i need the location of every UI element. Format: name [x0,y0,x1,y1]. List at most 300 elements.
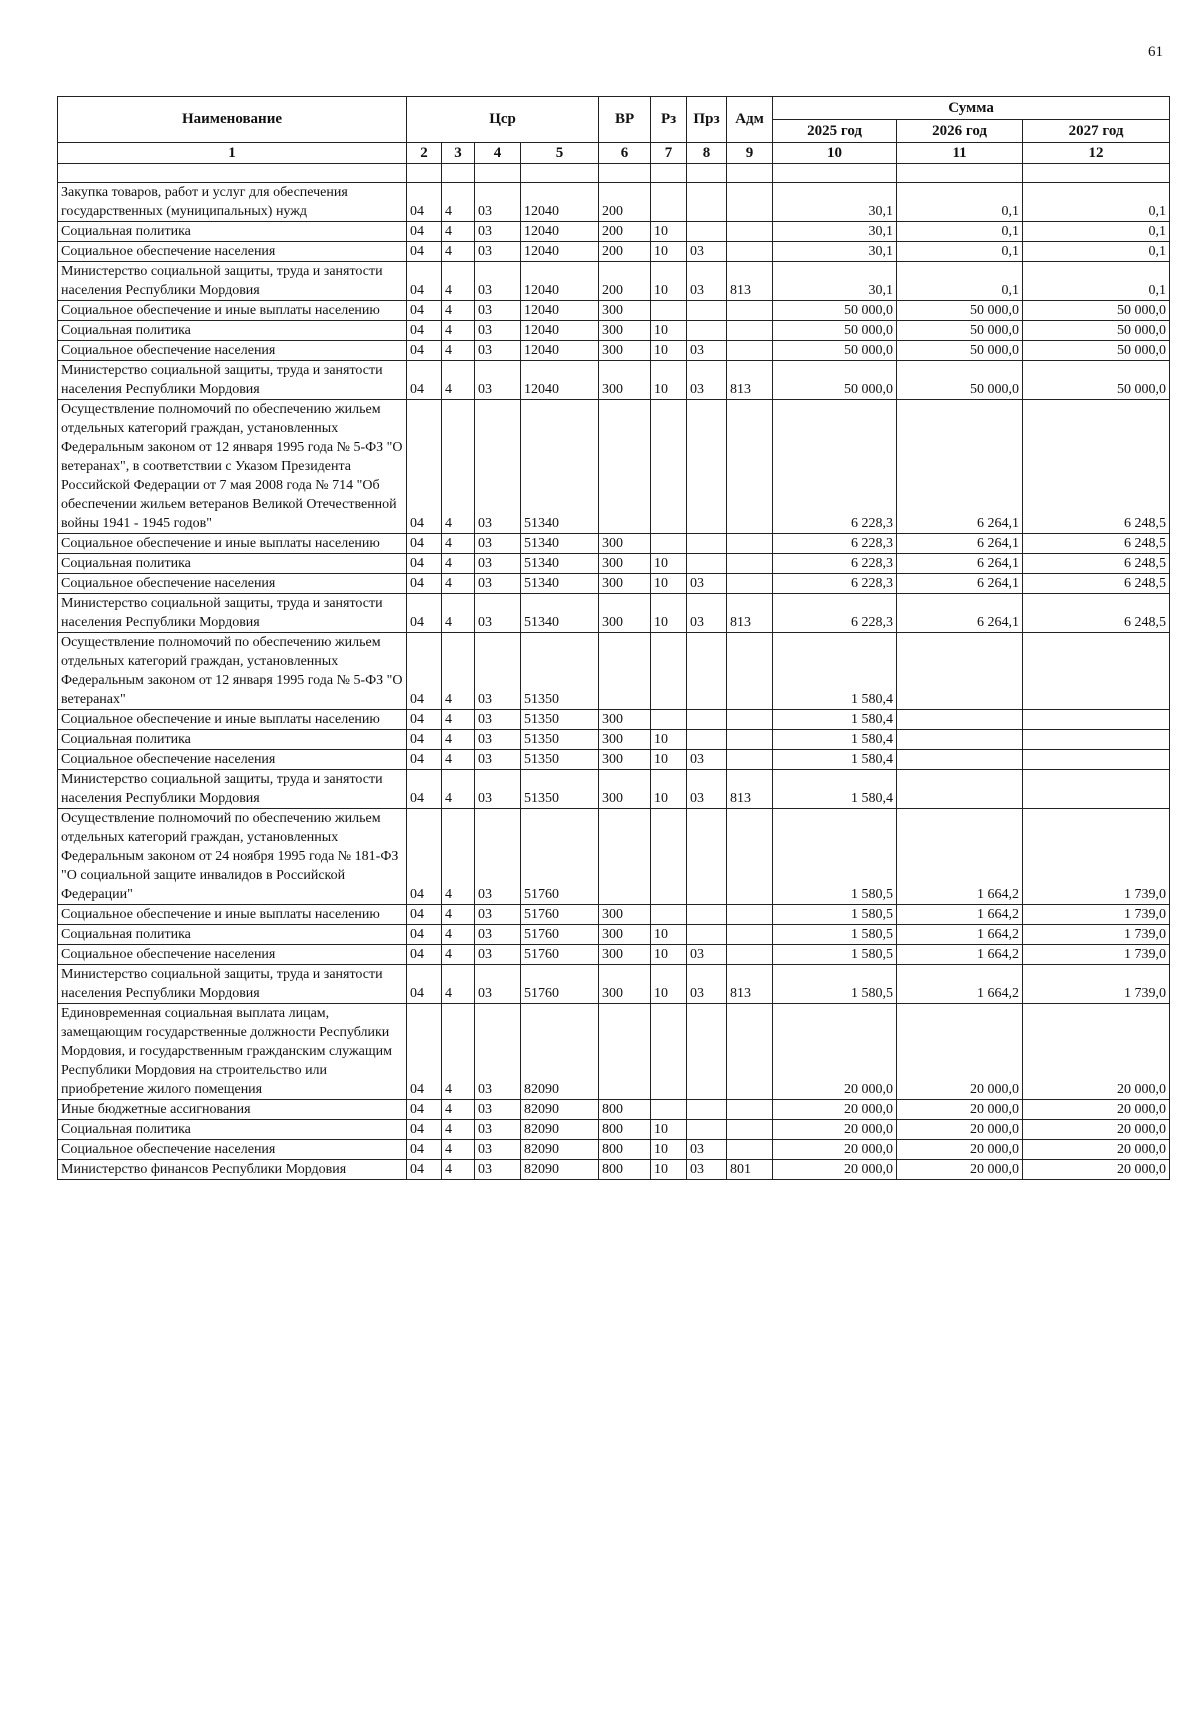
row-name: Министерство социальной защиты, труда и занятости населения Республики Мордовия [58,965,407,1004]
prz-code [687,710,727,730]
row-name: Социальная политика [58,730,407,750]
code-3: 03 [475,1140,521,1160]
vr-code: 300 [599,750,651,770]
amount-2025: 1 580,5 [773,965,897,1004]
prz-code [687,222,727,242]
rz-code: 10 [651,925,687,945]
code-2: 4 [442,730,475,750]
rz-code: 10 [651,341,687,361]
amount-2025: 30,1 [773,222,897,242]
amount-2025: 50 000,0 [773,341,897,361]
amount-2025: 6 228,3 [773,574,897,594]
prz-code [687,183,727,222]
code-2: 4 [442,770,475,809]
amount-2025: 6 228,3 [773,554,897,574]
code-4: 51340 [521,594,599,633]
amount-2026 [897,750,1023,770]
prz-code: 03 [687,574,727,594]
code-4: 12040 [521,183,599,222]
prz-code: 03 [687,1140,727,1160]
code-4: 82090 [521,1140,599,1160]
amount-2025: 50 000,0 [773,321,897,341]
amount-2027: 1 739,0 [1023,945,1170,965]
vr-code: 300 [599,341,651,361]
amount-2025: 6 228,3 [773,400,897,534]
code-4: 51340 [521,574,599,594]
row-name: Закупка товаров, работ и услуг для обеспечения государственных (муниципальных) нужд [58,183,407,222]
header-year-2025: 2025 год [773,120,897,143]
amount-2025: 30,1 [773,262,897,301]
code-3: 03 [475,301,521,321]
row-name: Социальное обеспечение и иные выплаты населению [58,534,407,554]
code-1: 04 [407,965,442,1004]
amount-2025: 1 580,4 [773,750,897,770]
vr-code: 300 [599,925,651,945]
vr-code: 300 [599,574,651,594]
col-number: 11 [897,143,1023,164]
table-row [58,965,1170,1004]
code-1: 04 [407,730,442,750]
amount-2027: 6 248,5 [1023,594,1170,633]
amount-2027: 20 000,0 [1023,1160,1170,1180]
col-number: 6 [599,143,651,164]
amount-2026: 6 264,1 [897,554,1023,574]
rz-code [651,710,687,730]
vr-code: 800 [599,1160,651,1180]
adm-code [727,400,773,534]
row-name: Социальная политика [58,321,407,341]
code-2: 4 [442,710,475,730]
amount-2027 [1023,633,1170,710]
amount-2025: 20 000,0 [773,1160,897,1180]
code-3: 03 [475,945,521,965]
amount-2027: 20 000,0 [1023,1140,1170,1160]
vr-code: 800 [599,1140,651,1160]
code-1: 04 [407,1120,442,1140]
rz-code: 10 [651,1140,687,1160]
code-3: 03 [475,905,521,925]
amount-2026: 0,1 [897,262,1023,301]
table-row [58,905,1170,925]
code-3: 03 [475,341,521,361]
code-2: 4 [442,301,475,321]
vr-code: 200 [599,222,651,242]
code-4: 51350 [521,730,599,750]
adm-code [727,574,773,594]
col-number: 9 [727,143,773,164]
code-1: 04 [407,242,442,262]
vr-code [599,809,651,905]
code-4: 12040 [521,262,599,301]
header-year-2027: 2027 год [1023,120,1170,143]
code-4: 82090 [521,1120,599,1140]
code-1: 04 [407,1100,442,1120]
adm-code [727,301,773,321]
prz-code: 03 [687,750,727,770]
amount-2025: 1 580,4 [773,633,897,710]
code-1: 04 [407,554,442,574]
amount-2026: 20 000,0 [897,1120,1023,1140]
table-row [58,242,1170,262]
header-prz: Прз [687,97,727,143]
row-name: Министерство социальной защиты, труда и занятости населения Республики Мордовия [58,594,407,633]
amount-2026: 20 000,0 [897,1100,1023,1120]
vr-code: 200 [599,242,651,262]
code-1: 04 [407,361,442,400]
adm-code: 801 [727,1160,773,1180]
amount-2027: 50 000,0 [1023,301,1170,321]
amount-2026: 20 000,0 [897,1160,1023,1180]
row-name: Иные бюджетные ассигнования [58,1100,407,1120]
code-1: 04 [407,301,442,321]
amount-2026: 50 000,0 [897,361,1023,400]
rz-code [651,183,687,222]
code-4: 82090 [521,1004,599,1100]
table-row [58,222,1170,242]
amount-2027: 20 000,0 [1023,1120,1170,1140]
table-row [58,770,1170,809]
adm-code [727,321,773,341]
vr-code: 300 [599,905,651,925]
rz-code: 10 [651,965,687,1004]
rz-code: 10 [651,945,687,965]
code-3: 03 [475,262,521,301]
table-row [58,710,1170,730]
code-3: 03 [475,1160,521,1180]
prz-code: 03 [687,594,727,633]
col-number: 10 [773,143,897,164]
amount-2027: 50 000,0 [1023,321,1170,341]
header-adm: Адм [727,97,773,143]
code-4: 51350 [521,710,599,730]
code-2: 4 [442,341,475,361]
adm-code: 813 [727,594,773,633]
code-2: 4 [442,750,475,770]
table-row [58,594,1170,633]
col-number: 8 [687,143,727,164]
prz-code: 03 [687,945,727,965]
rz-code: 10 [651,574,687,594]
code-1: 04 [407,222,442,242]
amount-2026 [897,730,1023,750]
amount-2027: 6 248,5 [1023,534,1170,554]
prz-code: 03 [687,361,727,400]
code-3: 03 [475,809,521,905]
amount-2027: 1 739,0 [1023,905,1170,925]
code-3: 03 [475,925,521,945]
amount-2025: 1 580,5 [773,905,897,925]
table-row [58,730,1170,750]
amount-2027: 1 739,0 [1023,925,1170,945]
col-number: 1 [58,143,407,164]
header-vr: ВР [599,97,651,143]
row-name: Осуществление полномочий по обеспечению жильем отдельных категорий граждан, установленных Федеральным законом от 12 января 1995 года № 5-ФЗ "О ветеранах" [58,633,407,710]
amount-2026: 1 664,2 [897,809,1023,905]
code-4: 51340 [521,534,599,554]
adm-code [727,1004,773,1100]
rz-code [651,809,687,905]
amount-2027 [1023,710,1170,730]
amount-2026 [897,770,1023,809]
code-3: 03 [475,554,521,574]
adm-code: 813 [727,262,773,301]
amount-2025: 1 580,4 [773,710,897,730]
rz-code: 10 [651,730,687,750]
adm-code [727,1100,773,1120]
adm-code [727,730,773,750]
code-4: 51340 [521,400,599,534]
amount-2026: 50 000,0 [897,341,1023,361]
col-number: 4 [475,143,521,164]
table-row [58,945,1170,965]
adm-code [727,222,773,242]
header-rz: Рз [651,97,687,143]
amount-2025: 1 580,4 [773,730,897,750]
prz-code: 03 [687,1160,727,1180]
code-2: 4 [442,183,475,222]
row-name: Министерство социальной защиты, труда и занятости населения Республики Мордовия [58,361,407,400]
header-summa: Сумма [773,97,1170,120]
prz-code [687,925,727,945]
table-row [58,262,1170,301]
vr-code: 300 [599,945,651,965]
amount-2025: 20 000,0 [773,1100,897,1120]
rz-code: 10 [651,1120,687,1140]
code-2: 4 [442,1004,475,1100]
amount-2027: 1 739,0 [1023,809,1170,905]
code-4: 51350 [521,633,599,710]
adm-code [727,1120,773,1140]
code-4: 51760 [521,925,599,945]
amount-2026: 1 664,2 [897,965,1023,1004]
prz-code [687,1004,727,1100]
rz-code [651,1004,687,1100]
row-name: Социальное обеспечение населения [58,242,407,262]
page-number: 61 [1148,44,1163,60]
code-2: 4 [442,809,475,905]
amount-2026: 6 264,1 [897,534,1023,554]
code-3: 03 [475,222,521,242]
rz-code: 10 [651,750,687,770]
row-name: Осуществление полномочий по обеспечению жильем отдельных категорий граждан, установленных Федеральным законом от 24 ноября 1995 года № 181-ФЗ "О социальной защите инвалидов в Российской Федерации" [58,809,407,905]
amount-2026: 50 000,0 [897,301,1023,321]
rz-code [651,400,687,534]
adm-code [727,710,773,730]
code-3: 03 [475,750,521,770]
amount-2025: 20 000,0 [773,1120,897,1140]
code-3: 03 [475,730,521,750]
amount-2027: 0,1 [1023,262,1170,301]
vr-code: 300 [599,554,651,574]
adm-code: 813 [727,770,773,809]
code-3: 03 [475,594,521,633]
table-row [58,301,1170,321]
code-4: 12040 [521,301,599,321]
table-row [58,1160,1170,1180]
code-4: 12040 [521,222,599,242]
code-4: 51760 [521,945,599,965]
row-name: Социальная политика [58,554,407,574]
code-2: 4 [442,1100,475,1120]
code-2: 4 [442,222,475,242]
code-4: 82090 [521,1100,599,1120]
code-1: 04 [407,1140,442,1160]
code-4: 12040 [521,242,599,262]
code-2: 4 [442,400,475,534]
code-2: 4 [442,361,475,400]
adm-code [727,534,773,554]
vr-code: 300 [599,730,651,750]
rz-code: 10 [651,1160,687,1180]
code-3: 03 [475,633,521,710]
prz-code [687,730,727,750]
code-3: 03 [475,242,521,262]
rz-code: 10 [651,242,687,262]
prz-code: 03 [687,262,727,301]
vr-code: 800 [599,1100,651,1120]
table-row [58,574,1170,594]
amount-2026: 20 000,0 [897,1140,1023,1160]
col-number: 7 [651,143,687,164]
prz-code [687,1100,727,1120]
code-2: 4 [442,1160,475,1180]
row-name: Социальное обеспечение и иные выплаты населению [58,905,407,925]
code-1: 04 [407,905,442,925]
code-1: 04 [407,1160,442,1180]
vr-code: 300 [599,965,651,1004]
table-row [58,809,1170,905]
code-1: 04 [407,574,442,594]
code-4: 82090 [521,1160,599,1180]
row-name: Министерство социальной защиты, труда и занятости населения Республики Мордовия [58,770,407,809]
amount-2027: 0,1 [1023,183,1170,222]
code-2: 4 [442,554,475,574]
amount-2025: 1 580,5 [773,809,897,905]
row-name: Социальное обеспечение населения [58,1140,407,1160]
amount-2025: 50 000,0 [773,361,897,400]
table-row [58,1120,1170,1140]
row-name: Министерство социальной защиты, труда и занятости населения Республики Мордовия [58,262,407,301]
code-3: 03 [475,1004,521,1100]
amount-2027: 50 000,0 [1023,341,1170,361]
table-row [58,633,1170,710]
code-1: 04 [407,534,442,554]
code-2: 4 [442,242,475,262]
code-2: 4 [442,925,475,945]
vr-code [599,400,651,534]
col-number: 2 [407,143,442,164]
amount-2027: 0,1 [1023,222,1170,242]
amount-2026: 0,1 [897,222,1023,242]
code-2: 4 [442,965,475,1004]
table-body [58,164,1170,1180]
code-3: 03 [475,574,521,594]
row-name: Социальное обеспечение населения [58,750,407,770]
header-year-2026: 2026 год [897,120,1023,143]
adm-code [727,341,773,361]
code-1: 04 [407,183,442,222]
prz-code [687,321,727,341]
amount-2027: 6 248,5 [1023,400,1170,534]
rz-code: 10 [651,594,687,633]
rz-code: 10 [651,262,687,301]
row-name: Министерство финансов Республики Мордовия [58,1160,407,1180]
code-1: 04 [407,770,442,809]
budget-table [57,96,1170,1180]
amount-2027: 20 000,0 [1023,1100,1170,1120]
row-name: Социальная политика [58,925,407,945]
amount-2027 [1023,730,1170,750]
amount-2025: 50 000,0 [773,301,897,321]
rz-code: 10 [651,361,687,400]
prz-code: 03 [687,242,727,262]
code-1: 04 [407,1004,442,1100]
code-2: 4 [442,321,475,341]
amount-2026: 1 664,2 [897,945,1023,965]
code-2: 4 [442,945,475,965]
vr-code: 300 [599,594,651,633]
table-header [58,97,1170,164]
row-name: Осуществление полномочий по обеспечению жильем отдельных категорий граждан, установленных Федеральным законом от 12 января 1995 года № 5-ФЗ "О ветеранах", в соответствии с Указом Президента Российской Федерации от 7 мая 2008 года № 714 "Об обеспечении жильем ветеранов Великой Отечественной войны 1941 - 1945 годов" [58,400,407,534]
amount-2027 [1023,750,1170,770]
code-3: 03 [475,1120,521,1140]
code-3: 03 [475,770,521,809]
amount-2026: 0,1 [897,183,1023,222]
amount-2025: 6 228,3 [773,534,897,554]
code-3: 03 [475,321,521,341]
code-4: 12040 [521,341,599,361]
code-2: 4 [442,633,475,710]
amount-2025: 30,1 [773,242,897,262]
rz-code [651,633,687,710]
table-row [58,925,1170,945]
rz-code: 10 [651,222,687,242]
prz-code: 03 [687,770,727,809]
amount-2025: 1 580,5 [773,945,897,965]
vr-code: 300 [599,534,651,554]
code-1: 04 [407,594,442,633]
table-row [58,400,1170,534]
adm-code [727,633,773,710]
code-1: 04 [407,809,442,905]
rz-code [651,1100,687,1120]
amount-2025: 1 580,5 [773,925,897,945]
amount-2026: 50 000,0 [897,321,1023,341]
adm-code [727,750,773,770]
adm-code [727,925,773,945]
table-row [58,341,1170,361]
adm-code [727,945,773,965]
table-row [58,1004,1170,1100]
code-2: 4 [442,905,475,925]
code-2: 4 [442,1140,475,1160]
amount-2026: 20 000,0 [897,1004,1023,1100]
code-2: 4 [442,594,475,633]
code-3: 03 [475,534,521,554]
code-2: 4 [442,534,475,554]
code-2: 4 [442,262,475,301]
table-row [58,534,1170,554]
amount-2026: 6 264,1 [897,594,1023,633]
adm-code [727,242,773,262]
amount-2027: 0,1 [1023,242,1170,262]
row-name: Социальное обеспечение населения [58,945,407,965]
vr-code: 300 [599,710,651,730]
table-row [58,183,1170,222]
amount-2026: 6 264,1 [897,400,1023,534]
amount-2026 [897,710,1023,730]
vr-code [599,633,651,710]
